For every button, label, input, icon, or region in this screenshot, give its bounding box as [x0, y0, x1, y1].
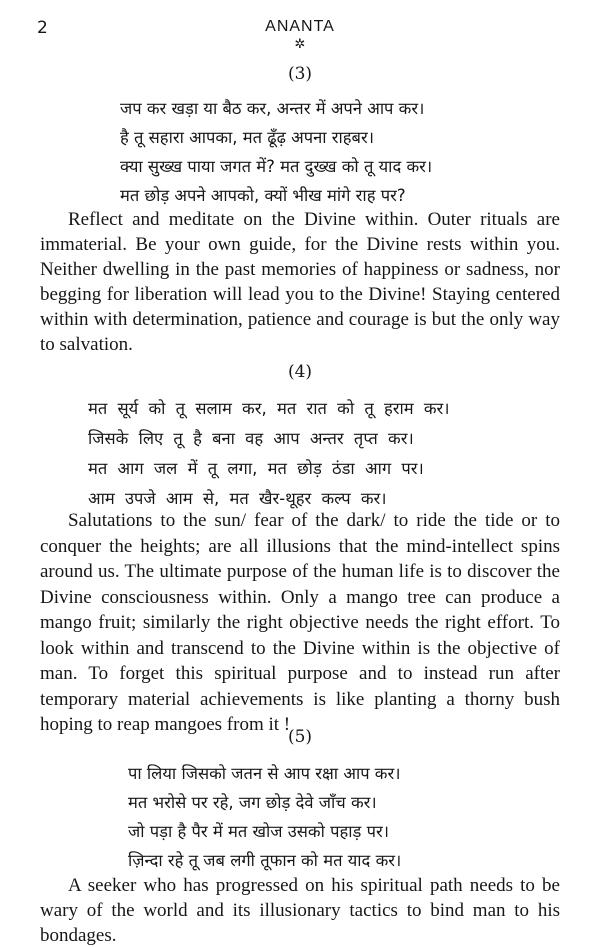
- verse-5: [128, 759, 401, 875]
- verse-line: पा लिया जिसको जतन से आप रक्षा आप कर।: [128, 764, 401, 783]
- verse-line: जिसके लिए तू है बना वह आप अन्तर तृप्त कर।: [88, 429, 414, 448]
- verse-4: [88, 394, 450, 514]
- running-head: ANANTA: [265, 18, 335, 35]
- verse-line: मत भरोसे पर रहे, जग छोड़ देवे जाँच कर।: [128, 793, 377, 812]
- commentary-5: A seeker who has progressed on his spiritual path needs to be wary of the world and its illusionary tactics to bind man to his bondages.: [40, 875, 560, 946]
- verse-number-3: (3): [287, 64, 313, 84]
- verse-number-5: (5): [287, 727, 313, 747]
- commentary-3: Reflect and meditate on the Divine within. Outer rituals are immaterial. Be your own guide, for the Divine rests within you. Neither dwelling in the past memories of happiness or sadness, nor begging for liberation will lead you to the Divine! Staying centered within with determination, patience and courage is but the only way to salvation.: [40, 209, 560, 355]
- verse-line: क्या सुख्ख पाया जगत में? मत दुख्ख को तू याद कर।: [120, 157, 433, 176]
- verse-line: मत छोड़ अपने आपको, क्यों भीख मांगे राह पर?: [120, 186, 406, 205]
- verse-line: जप कर खड़ा या बैठ कर, अन्तर में अपने आप कर।: [120, 99, 425, 118]
- verse-line: ज़िन्दा रहे तू जब लगी तूफान को मत याद कर।: [128, 851, 402, 870]
- verse-line: मत सूर्य को तू सलाम कर, मत रात को तू हराम कर।: [88, 399, 450, 418]
- verse-line: मत आग जल में तू लगा, मत छोड़ ठंडा आग पर।: [88, 459, 424, 478]
- page-number: 2: [37, 18, 48, 38]
- ornament-icon: ✲: [294, 37, 306, 52]
- verse-line: आम उपजे आम से, मत खैर-थूहर कल्प कर।: [88, 489, 387, 508]
- verse-3: [120, 94, 432, 210]
- commentary-4: Salutations to the sun/ fear of the dark/ to ride the tide or to conquer the heights; are all illusions that the mind-intellect spins around us. The ultimate purpose of the human life is to discover the Divine consciousness within. Only a mango tree can produce a mango fruit; similarly the right objective needs the right effort. To look within and transcend to the Divine within is the objective of man. To forget this spiritual purpose and to instead run after temporary material achievements is like planting a thorny bush hoping to reap mangoes from it !: [40, 510, 560, 735]
- verse-number-4: (4): [287, 362, 313, 382]
- verse-line: है तू सहारा आपका, मत ढूँढ़ अपना राहबर।: [120, 128, 374, 147]
- verse-line: जो पड़ा है पैर में मत खोज उसको पहाड़ पर।: [128, 822, 389, 841]
